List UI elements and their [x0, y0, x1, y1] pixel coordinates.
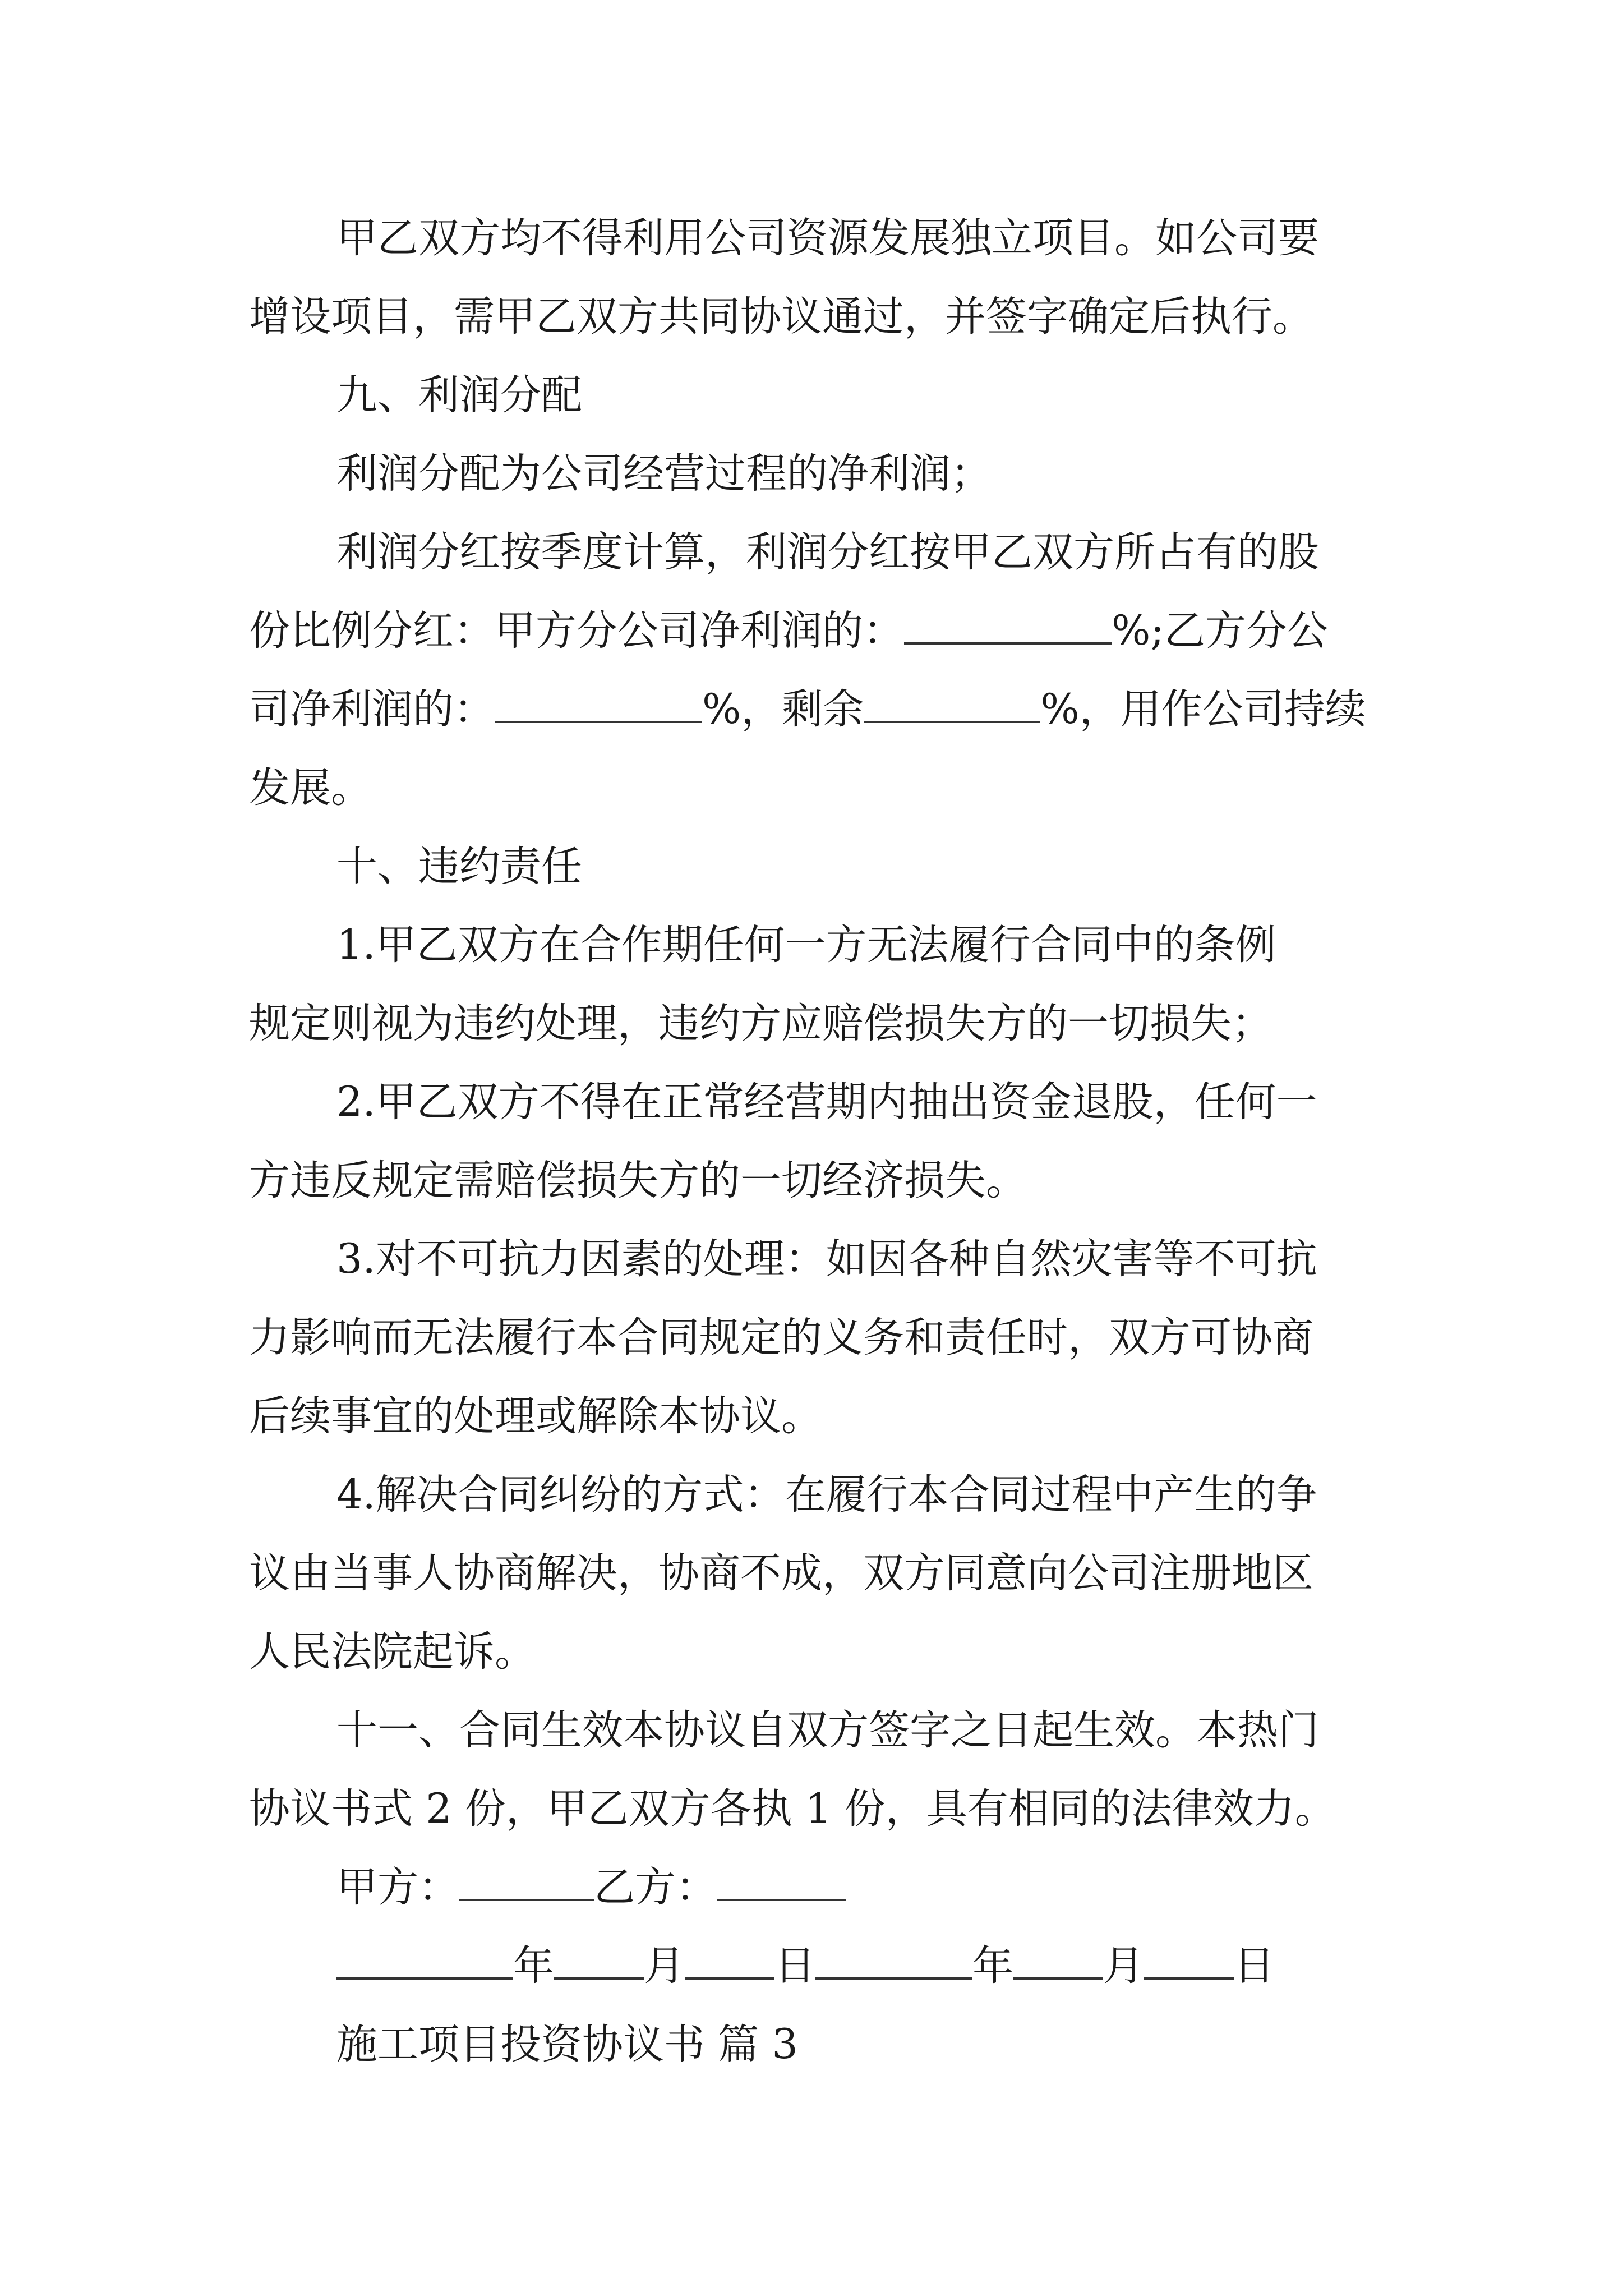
date-line: 年 月 日 年 月 日 — [0, 1938, 1623, 1994]
day-blank — [1144, 1938, 1234, 1980]
paragraph-line: 利润分红按季度计算，利润分红按甲乙双方所占有的股 — [336, 528, 1319, 576]
fill-in-blank — [904, 603, 1112, 645]
paragraph-line: 协议书式 2 份，甲乙双方各执 1 份，具有相同的法律效力。 — [249, 1785, 1336, 1833]
year-blank — [815, 1938, 972, 1980]
paragraph-line: 人民法院起诉。 — [249, 1628, 536, 1676]
paragraph-line: 后续事宜的处理或解除本协议。 — [249, 1392, 822, 1440]
paragraph-line: 利润分配为公司经营过程的净利润； — [336, 450, 992, 498]
signature-line: 甲方： 乙方： — [0, 1860, 1623, 1916]
paragraph-line: 司净利润的： %，剩余 %，用作公司持续 — [0, 682, 1623, 738]
paragraph-line: 增设项目，需甲乙双方共同协议通过，并签字确定后执行。 — [249, 293, 1313, 341]
paragraph-line: 规定则视为违约处理，违约方应赔偿损失方的一切损失； — [249, 1000, 1272, 1047]
paragraph-line: 4.解决合同纠纷的方式：在履行本合同过程中产生的争 — [336, 1471, 1317, 1519]
paragraph-line: 发展。 — [249, 764, 372, 812]
paragraph-line: 十一、合同生效本协议自双方签字之日起生效。本热门 — [336, 1706, 1319, 1754]
day-blank — [685, 1938, 774, 1980]
party-a-signature-blank — [459, 1860, 594, 1901]
section-heading: 九、利润分配 — [336, 371, 582, 419]
year-blank — [336, 1938, 513, 1980]
paragraph-line: 力影响而无法履行本合同规定的义务和责任时，双方可协商 — [249, 1314, 1313, 1361]
paragraph-line: 1.甲乙双方在合作期任何一方无法履行合同中的条例 — [336, 921, 1276, 969]
paragraph-line: 方违反规定需赔偿损失方的一切经济损失。 — [249, 1157, 1027, 1204]
paragraph-line: 2.甲乙双方不得在正常经营期内抽出资金退股，任何一 — [336, 1078, 1317, 1126]
month-blank — [1013, 1938, 1103, 1980]
paragraph-line: 议由当事人协商解决，协商不成，双方同意向公司注册地区 — [249, 1549, 1313, 1597]
month-blank — [554, 1938, 644, 1980]
section-heading: 十、违约责任 — [336, 843, 582, 890]
fill-in-blank — [495, 682, 702, 723]
document-section-title: 施工项目投资协议书 篇 3 — [336, 2021, 798, 2068]
paragraph-line: 甲乙双方均不得利用公司资源发展独立项目。如公司要 — [336, 214, 1319, 262]
party-b-signature-blank — [717, 1860, 846, 1901]
paragraph-line: 份比例分红：甲方分公司净利润的： %;乙方分公 — [0, 603, 1623, 659]
paragraph-line: 3.对不可抗力因素的处理：如因各种自然灾害等不可抗 — [336, 1235, 1317, 1283]
fill-in-blank — [864, 682, 1040, 723]
